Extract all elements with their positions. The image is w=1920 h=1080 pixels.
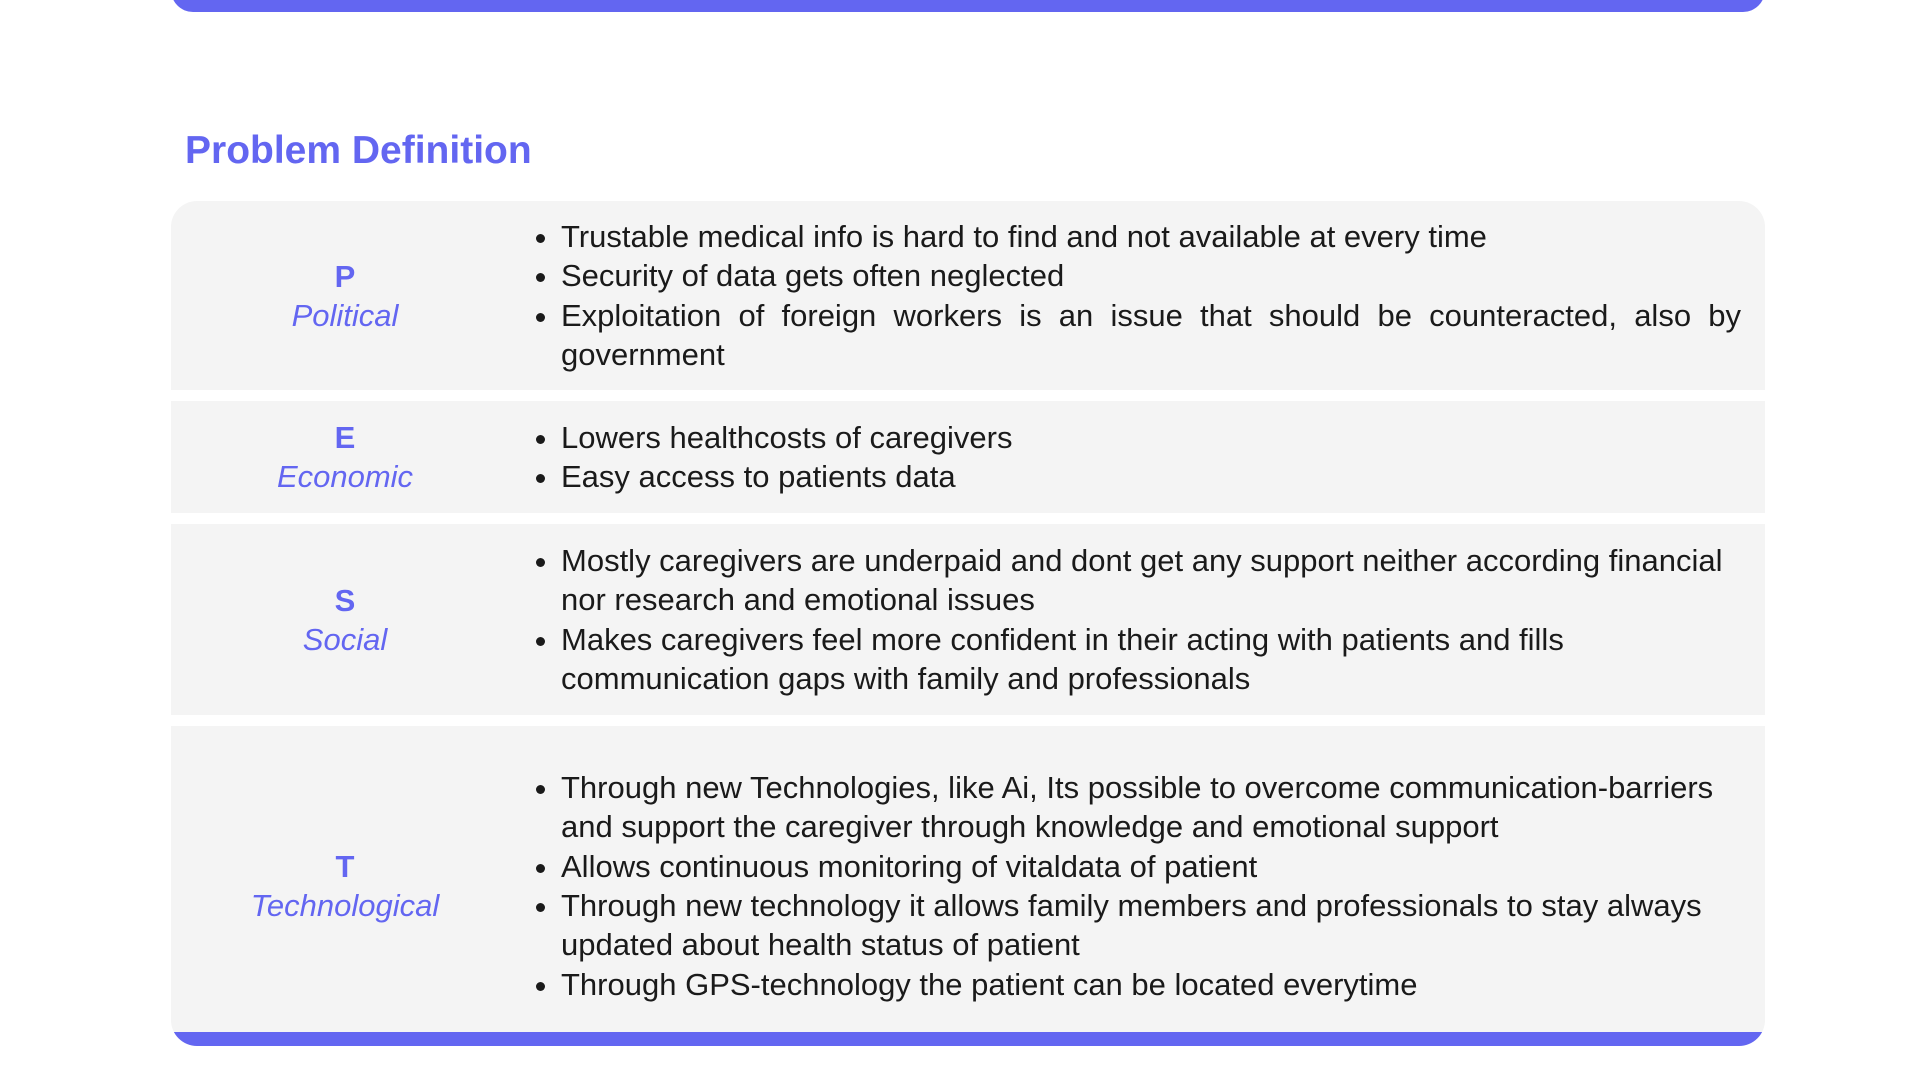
section-title: Problem Definition (185, 129, 532, 172)
top-accent-bar (171, 0, 1765, 12)
bottom-accent-bar (171, 1032, 1765, 1046)
pest-label-political (171, 257, 519, 335)
pest-row-social (171, 524, 1765, 715)
pest-item-list (519, 768, 1741, 1004)
pest-row-political (171, 201, 1765, 390)
pest-item-list (519, 418, 1741, 497)
list-item: • Easy access to patients data (561, 457, 1741, 496)
list-item: • Trustable medical info is hard to find and not available at every time (561, 217, 1741, 256)
pest-category-name: Economic (276, 459, 414, 494)
pest-letter: S (334, 582, 356, 618)
pest-table (171, 201, 1765, 1046)
list-item: • Mostly caregivers are underpaid and dont get any support neither according financial nor research and emotional issues (561, 541, 1741, 620)
list-item: • Lowers healthcosts of caregivers (561, 418, 1741, 457)
list-item: • Through GPS-technology the patient can be located everytime (561, 965, 1741, 1004)
pest-row-technological (171, 726, 1765, 1046)
list-item: • Exploitation of foreign workers is an issue that should be counteracted, also by government (561, 296, 1741, 375)
pest-category-name: Technological (250, 888, 440, 923)
pest-item-list (519, 217, 1741, 375)
pest-letter: E (334, 420, 356, 455)
pest-row-economic (171, 401, 1765, 513)
pest-label-social (171, 581, 519, 659)
pest-item-list (519, 541, 1741, 699)
pest-letter: P (334, 258, 356, 294)
list-item: • Through new technology it allows family members and professionals to stay always updated about health status of patient (561, 886, 1741, 965)
pest-label-economic (171, 418, 519, 496)
pest-category-name: Political (291, 297, 399, 333)
list-item: • Through new Technologies, like Ai, Its possible to overcome communication-barriers and support the caregiver through knowledge and emotional support (561, 768, 1741, 847)
list-item: • Allows continuous monitoring of vitaldata of patient (561, 847, 1741, 886)
list-item: • Makes caregivers feel more confident in their acting with patients and fills communication gaps with family and professionals (561, 620, 1741, 699)
pest-letter: T (335, 849, 355, 884)
list-item: • Security of data gets often neglected (561, 256, 1741, 295)
pest-label-technological (171, 847, 519, 925)
pest-category-name: Social (302, 621, 388, 657)
